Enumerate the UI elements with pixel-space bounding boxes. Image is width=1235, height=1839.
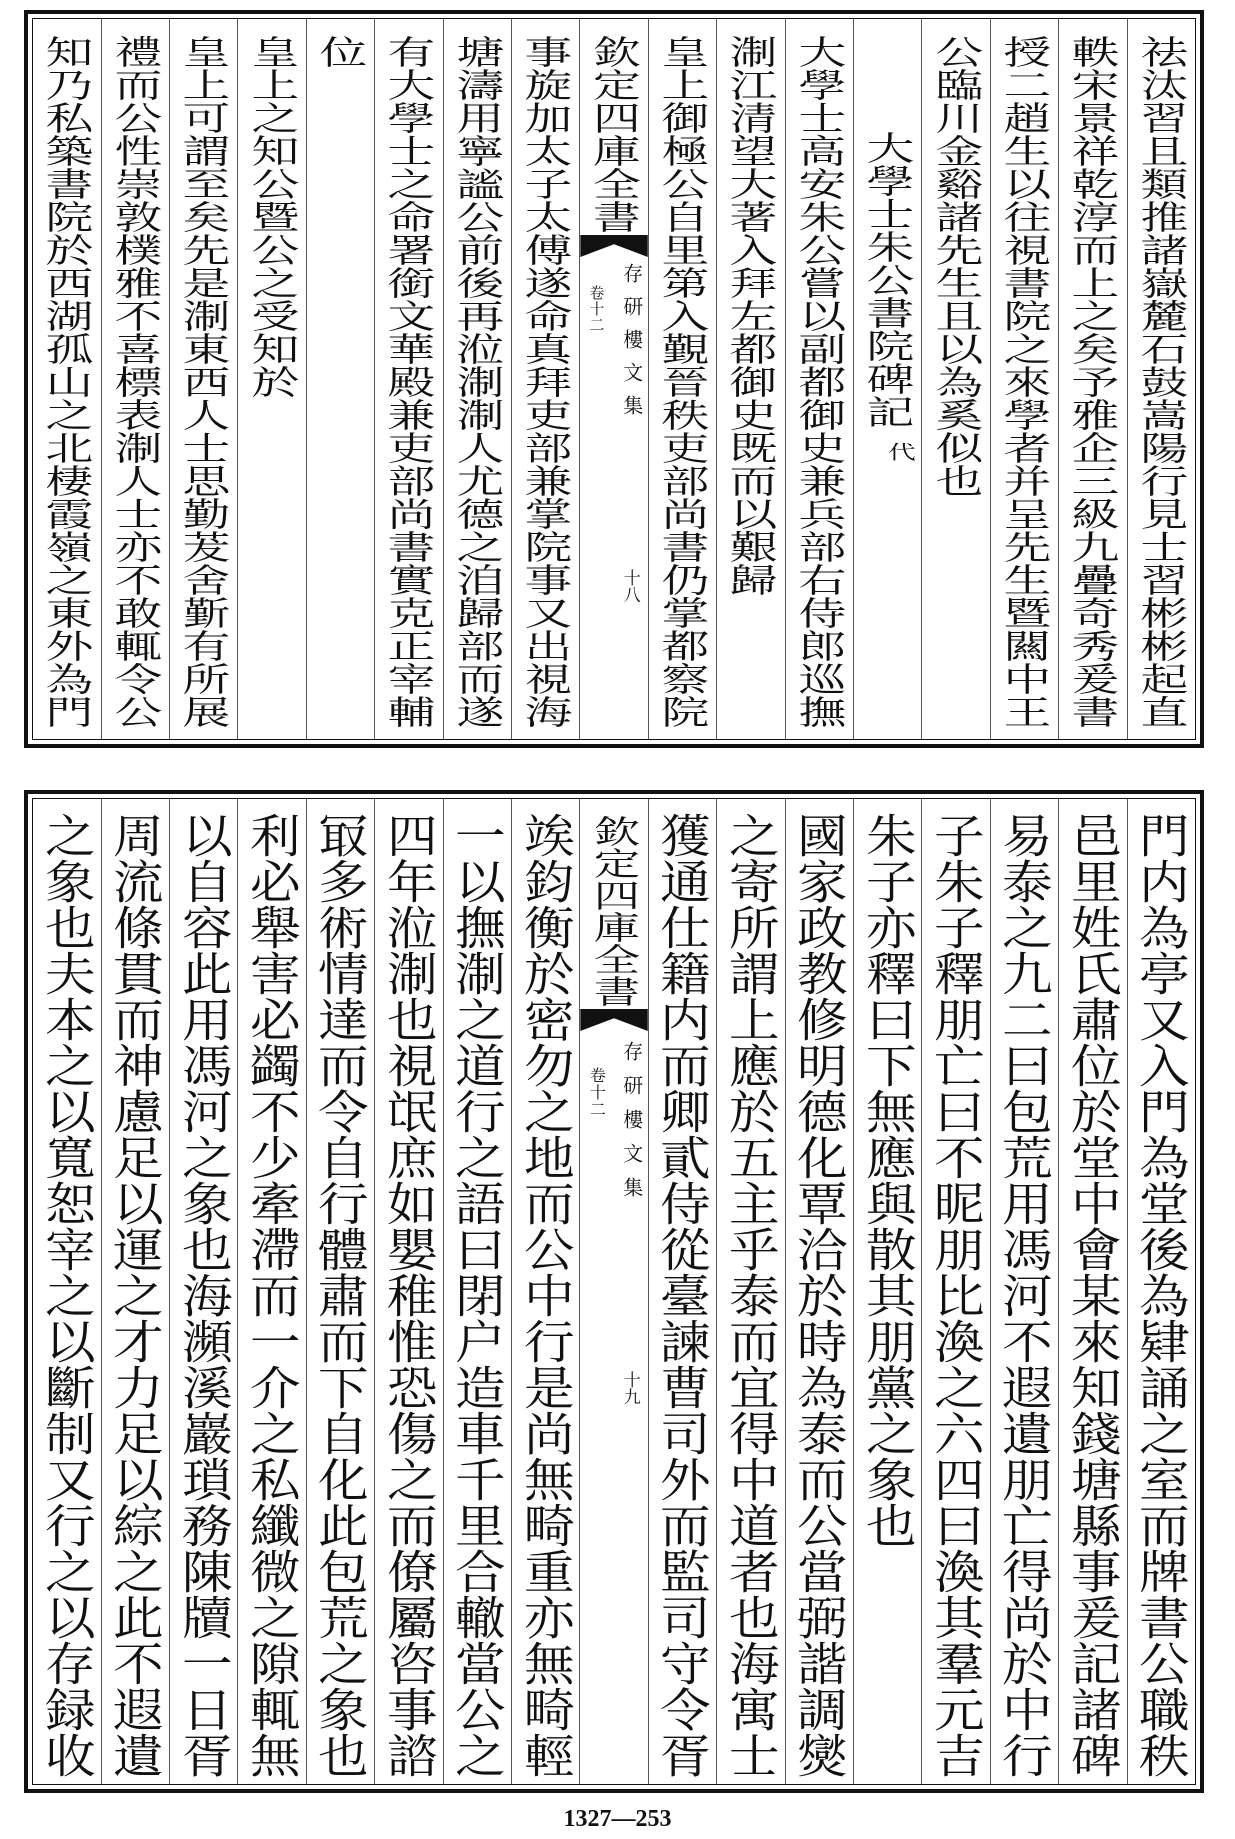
column-cell bbox=[716, 19, 784, 739]
column-cell bbox=[169, 799, 237, 1784]
column-cell bbox=[33, 799, 100, 1784]
text-column: 禮而公性崇敦樸雅不喜標表淛人士亦不敢輒令公 bbox=[106, 35, 164, 728]
gutter-folio-number: 十九 bbox=[619, 1371, 640, 1405]
page-frame bbox=[32, 18, 1196, 740]
lower-page bbox=[24, 790, 1204, 1793]
text-column: 獲通仕籍内而卿貳侍從臺諫曹司外而監司守令胥 bbox=[652, 812, 713, 1778]
column-cell bbox=[853, 799, 921, 1784]
column-cell bbox=[921, 19, 989, 739]
gutter-volume: 卷十二 bbox=[587, 1067, 607, 1118]
column-cell bbox=[33, 19, 100, 739]
column-cell bbox=[511, 19, 579, 739]
text-column: 四年涖淛也視氓庶如嬰稚惟恐傷之而僚屬咨事諮 bbox=[379, 812, 439, 1778]
text-column: 皇上之知公暨公之受知於 bbox=[243, 35, 301, 398]
column-cell bbox=[1127, 19, 1195, 739]
text-column: 利必舉害必蠲不少牽滯而一介之私纖微之隙輒無 bbox=[242, 812, 302, 1778]
text-column: 皇上可謂至矣先是淛東西人士思勤茇舍斳有所展 bbox=[175, 35, 232, 728]
column-cell bbox=[169, 19, 237, 739]
column-cell bbox=[306, 799, 374, 1784]
text-column: 大學士高安朱公嘗以副都御史兼兵部右侍郎巡撫 bbox=[790, 35, 848, 728]
gutter-volume: 卷十二 bbox=[587, 285, 606, 333]
text-column: 國家政教修明德化覃洽於時為泰而公當弼諧調爕 bbox=[789, 812, 849, 1778]
text-column: 位 bbox=[312, 35, 369, 68]
gutter-folio-number: 十八 bbox=[619, 569, 640, 603]
column-cell bbox=[306, 19, 374, 739]
column-cell bbox=[374, 799, 442, 1784]
text-column: 祛汰習且類推諸嶽麓石鼓嵩陽行見士習彬彬起直 bbox=[1133, 35, 1190, 728]
column-cell bbox=[101, 799, 169, 1784]
text-column: 冣多術情達而令自行體肅而下自化此包荒之象也 bbox=[310, 812, 371, 1778]
text-column: 周流條貫而神慮足以運之才力足以綜之此不遐遺 bbox=[105, 812, 165, 1778]
gutter-series-title: 欽定四庫全書 bbox=[586, 815, 642, 1007]
column-cell bbox=[921, 799, 989, 1784]
text-column: 之象也夫本之以寬恕宰之以斷制又行之以存録收 bbox=[37, 812, 97, 1778]
fish-tail-mark bbox=[580, 1009, 647, 1031]
text-column: 朱子亦釋曰下無應與散其朋黨之象也 bbox=[857, 812, 918, 1548]
text-column: 公臨川金谿諸先生且以為奚似也 bbox=[927, 35, 985, 497]
column-cell bbox=[237, 19, 305, 739]
gutter-book-title: 存研樓文集 bbox=[619, 1041, 644, 1211]
column-cell bbox=[990, 19, 1058, 739]
column-cell bbox=[648, 799, 716, 1784]
text-column: 事旋加太子太傅遂命真拜吏部兼掌院事又出視海 bbox=[517, 35, 574, 728]
upper-page bbox=[24, 10, 1204, 748]
text-column: 易泰之九二曰包荒用馮河不遐遺朋亡得尚於中行 bbox=[994, 812, 1055, 1778]
text-column: 之寄所謂上應於五主乎泰而宜得中道者也海寓士 bbox=[721, 812, 781, 1778]
column-cell bbox=[785, 19, 853, 739]
text-column: 皇上御極公自里第入覲晉秩吏部尚書仍掌都察院 bbox=[654, 35, 711, 728]
column-cell bbox=[374, 19, 442, 739]
page-number: 1327—253 bbox=[563, 1806, 672, 1832]
column-cell bbox=[1058, 799, 1126, 1784]
text-column: 知乃私築書院於西湖孤山之北棲霞嶺之東外為門 bbox=[38, 35, 96, 728]
fish-tail-mark bbox=[580, 235, 647, 257]
text-column: 淛江清望大著入拜左都御史既而以艱歸 bbox=[722, 35, 780, 596]
column-cell bbox=[648, 19, 716, 739]
author-note: 代 bbox=[884, 442, 916, 461]
column-cell bbox=[785, 799, 853, 1784]
column-cell bbox=[237, 799, 305, 1784]
column-cell bbox=[716, 799, 784, 1784]
column-cell bbox=[1127, 799, 1195, 1784]
column-cell bbox=[443, 799, 511, 1784]
text-column: 以自容此用馮河之象也海瀕溪巖瑣務陳牘一日胥 bbox=[173, 812, 234, 1778]
column-cell bbox=[1058, 19, 1126, 739]
text-column: 授二趙生以往視書院之來學者并呈先生暨闗中王 bbox=[996, 35, 1053, 728]
text-column: 門内為亭又入門為堂後為肄誦之室而牌書公職秩 bbox=[1131, 812, 1191, 1778]
column-cell bbox=[990, 799, 1058, 1784]
text-column: 一以撫淛之道行之語曰閉户造車千里合轍當公之 bbox=[447, 812, 507, 1778]
center-gutter bbox=[579, 799, 647, 1784]
essay-title-column bbox=[859, 131, 916, 461]
center-gutter bbox=[579, 19, 647, 739]
text-column: 塘濤用寧謐公前後再涖淛淛人尤德之洎歸部而遂 bbox=[448, 35, 506, 728]
gutter-book-title: 存研樓文集 bbox=[619, 263, 644, 428]
text-column: 軼宋景祥乾淳而上之矣予雅企三級九疊奇秀爰書 bbox=[1064, 35, 1122, 728]
text-column: 邑里姓氏肅位於堂中會某來知錢塘縣事爰記諸碑 bbox=[1063, 812, 1123, 1778]
column-cell bbox=[101, 19, 169, 739]
text-column: 子朱子釋朋亡曰不昵朋比渙之六四曰渙其羣元吉 bbox=[926, 812, 986, 1778]
column-cell bbox=[853, 19, 921, 739]
essay-title: 大學士朱公書院碑記 bbox=[859, 131, 916, 428]
text-column: 竢鈞衡於密勿之地而公中行是尚無畸重亦無畸輕 bbox=[515, 812, 576, 1778]
page-frame bbox=[32, 798, 1196, 1785]
column-cell bbox=[443, 19, 511, 739]
gutter-series-title: 欽定四庫全書 bbox=[585, 35, 643, 233]
text-column: 有大學士之命署銜文華殿兼吏部尚書實克正宰輔 bbox=[380, 35, 438, 728]
column-cell bbox=[511, 799, 579, 1784]
